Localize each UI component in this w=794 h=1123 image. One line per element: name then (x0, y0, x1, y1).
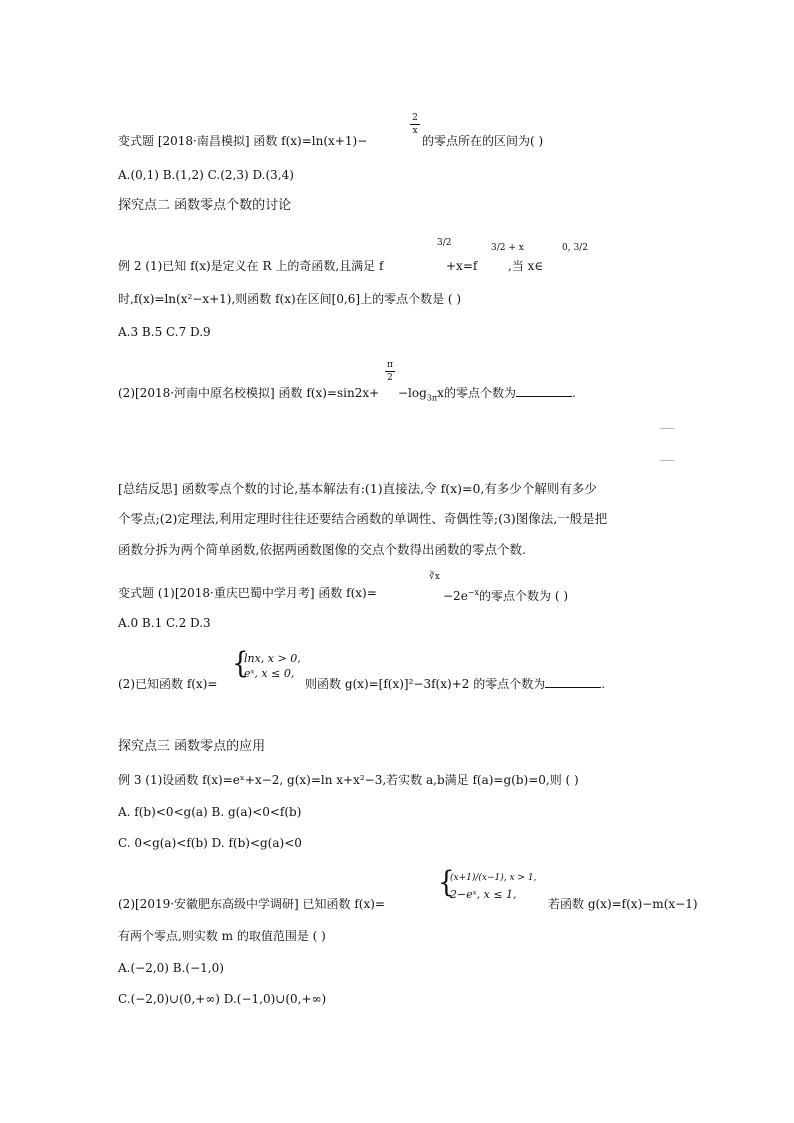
choices-text: C. 0<g(a)<f(b) D. f(b)<g(a)<0 (118, 836, 302, 850)
piecewise-case-2: 2−eˣ, x ≤ 1, (450, 888, 517, 901)
fraction-pi-over-2 (385, 360, 395, 383)
section-heading-2 (118, 198, 291, 214)
choices-text: C.(−2,0)∪(0,+∞) D.(−1,0)∪(0,+∞) (118, 992, 327, 1006)
example-text-c: x的零点个数为 (437, 386, 516, 400)
fraction-denominator: x (412, 126, 418, 136)
example-text-c: ,当 x∈ (508, 259, 544, 273)
question-tail-text: 的零点所在的区间为( ) (422, 134, 544, 148)
choices-5a (118, 960, 224, 976)
period: . (601, 677, 606, 691)
example-text-b: 若函数 g(x)=f(x)−m(x−1) (548, 897, 698, 911)
example-2-part-1-c (508, 258, 543, 274)
choices-text: A.0 B.1 C.2 D.3 (118, 616, 211, 630)
choices-text: A.(−2,0) B.(−1,0) (118, 961, 224, 975)
summary-line-2 (118, 511, 607, 527)
summary-line-3 (118, 542, 526, 558)
question-text-b: 则函数 g(x)=[f(x)]²−3f(x)+2 的零点个数为 (305, 677, 546, 691)
example-2-part-1-cont (118, 291, 461, 307)
choices-4b (118, 835, 302, 851)
example-text-b: +x=f (446, 259, 478, 273)
section-heading-3 (118, 739, 265, 755)
fraction-numerator: 2 (412, 113, 418, 123)
exponent-3-over-2: 3/2 (437, 238, 452, 248)
summary-text: [总结反思] 函数零点个数的讨论,基本解法有:(1)直接法,令 f(x)=0,有多少个解则有多少 (118, 481, 597, 496)
variant-question-2-part-2-b (305, 676, 605, 692)
piecewise-case-1: (x+1)/(x−1), x > 1, (450, 873, 537, 883)
example-text: (2)[2018·河南中原名校模拟] 函数 f(x)=sin2x+ (118, 386, 380, 400)
choices-2 (118, 324, 211, 340)
question-text: 变式题 (1)[2018·重庆巴蜀中学月考] 函数 f(x)= (118, 586, 377, 600)
choices-text: A. f(b)<0<g(a) B. g(a)<0<f(b) (118, 805, 302, 819)
example-3-part-1 (118, 772, 579, 788)
variant-question-2-b (443, 585, 568, 604)
choices-5b (118, 991, 326, 1007)
example-text-cont: 有两个零点,则实数 m 的取值范围是 ( ) (118, 929, 326, 943)
interval-0-3-2: 0, 3/2 (562, 243, 588, 253)
margin-mark (660, 428, 674, 429)
example-text-cont: 时,f(x)=ln(x²−x+1),则函数 f(x)在区间[0,6]上的零点个数是 ( ) (118, 292, 462, 306)
choices-1 (118, 167, 294, 183)
answer-blank[interactable] (545, 676, 601, 688)
example-2-part-2-b (398, 385, 576, 406)
example-text: 例 2 (1)已知 f(x)是定义在 R 上的奇函数,且满足 f (118, 259, 384, 273)
question-text: 变式题 [2018·南昌模拟] 函数 f(x)=ln(x+1)− (118, 134, 368, 148)
example-3-part-2 (118, 896, 385, 912)
choices-text: A.(0,1) B.(1,2) C.(2,3) D.(3,4) (118, 168, 294, 182)
question-text: (2)已知函数 f(x)= (118, 677, 218, 691)
answer-blank[interactable] (516, 385, 572, 397)
fraction-denominator: 2 (387, 373, 393, 383)
log-base: 3π (426, 393, 438, 403)
choices-3 (118, 615, 211, 631)
period: . (571, 386, 576, 400)
exponent: −x (467, 588, 480, 597)
paren-argument: 3/2 + x (491, 243, 524, 253)
fraction-numerator: π (387, 360, 393, 370)
margin-mark (660, 460, 674, 461)
fraction-2-over-x (410, 113, 420, 136)
example-text: (2)[2019·安徽肥东高级中学调研] 已知函数 f(x)= (118, 897, 385, 911)
piecewise-case-1: lnx, x > 0, (244, 652, 301, 665)
variant-question-2-part-2 (118, 676, 217, 692)
example-3-part-2-b (548, 896, 698, 912)
summary-line-1 (118, 481, 597, 497)
piecewise-case-2: eˣ, x ≤ 0, (244, 667, 295, 680)
log-text: −log (398, 386, 427, 400)
choices-4a (118, 804, 301, 820)
variant-question-2 (118, 585, 377, 601)
example-2-part-1-b (446, 258, 477, 274)
choices-text: A.3 B.5 C.7 D.9 (118, 325, 211, 339)
piecewise-brace: { (438, 866, 455, 900)
piecewise-brace: { (232, 647, 249, 681)
variant-question-1 (118, 133, 367, 149)
summary-text: 个零点;(2)定理法,利用定理时往往还要结合函数的单调性、奇偶性等;(3)图像法,一般是把 (118, 511, 608, 526)
cube-root: ∛x (429, 572, 440, 582)
section-heading-text: 探究点三 函数零点的应用 (118, 739, 266, 754)
example-3-part-2-cont (118, 928, 326, 944)
example-2-part-2 (118, 385, 379, 401)
variant-question-1-tail (422, 133, 543, 149)
summary-text: 函数分拆为两个简单函数,依据两函数图像的交点个数得出函数的零点个数. (118, 542, 526, 557)
example-2-part-1 (118, 258, 383, 274)
question-tail-text: 的零点个数为 ( ) (479, 589, 569, 603)
section-heading-text: 探究点二 函数零点个数的讨论 (118, 198, 292, 213)
example-text: 例 3 (1)设函数 f(x)=eˣ+x−2, g(x)=ln x+x²−3,若实数 a,b满足 f(a)=g(b)=0,则 ( ) (118, 773, 579, 787)
question-text-b: −2e (443, 589, 468, 603)
